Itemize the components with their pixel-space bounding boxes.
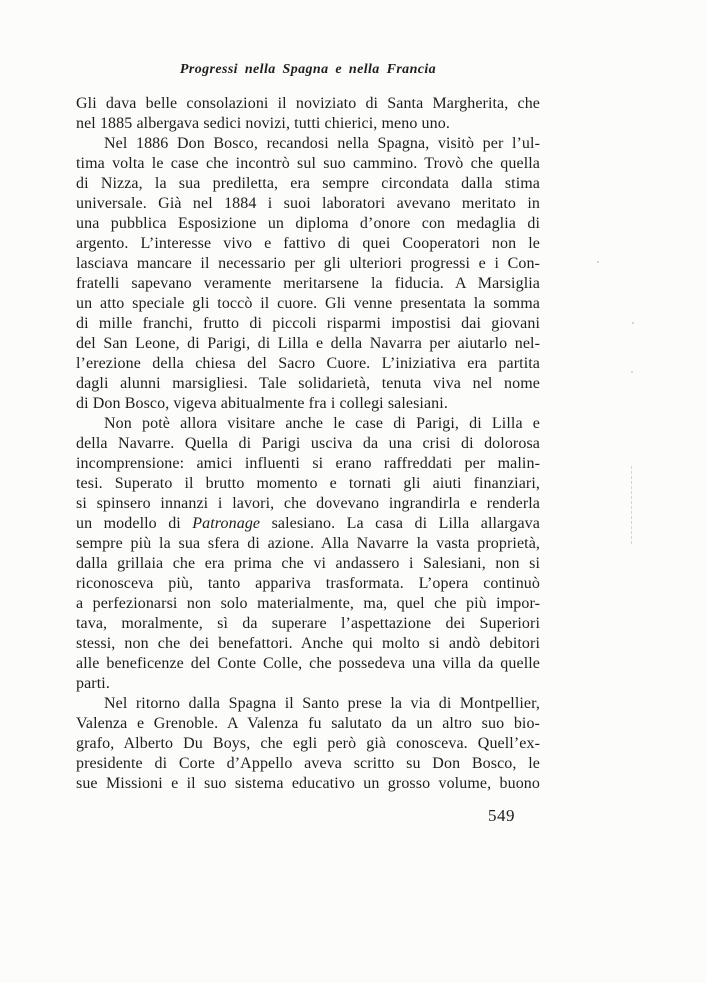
text-line: lasciava mancare il necessario per gli ulteriori progressi e i Con- bbox=[76, 255, 540, 272]
text-line: una pubblica Esposizione un diploma d’onore con medaglia di bbox=[76, 215, 540, 232]
text-line: sue Missioni e il suo sistema educativo un grosso volume, buono bbox=[76, 775, 540, 792]
text-line: del San Leone, di Parigi, di Lilla e della Navarra per aiutarlo nel- bbox=[76, 335, 540, 352]
text-line: Nel 1886 Don Bosco, recandosi nella Spagna, visitò per l’ul- bbox=[104, 135, 540, 152]
scan-artifact bbox=[632, 322, 634, 324]
text-line: a perfezionarsi non solo materialmente, ma, quel che più impor- bbox=[76, 595, 540, 612]
text-line: universale. Già nel 1884 i suoi laboratori avevano meritato in bbox=[76, 195, 540, 212]
paragraph bbox=[76, 94, 540, 134]
text-line: della Navarre. Quella di Parigi usciva da una crisi di dolorosa bbox=[76, 435, 540, 452]
paragraph bbox=[76, 414, 540, 694]
text-line: incomprensione: amici influenti si erano raffreddati per malin- bbox=[76, 455, 540, 472]
text-line: Gli dava belle consolazioni il noviziato di Santa Margherita, che bbox=[76, 95, 540, 112]
text-line: Nel ritorno dalla Spagna il Santo prese la via di Montpellier, bbox=[104, 695, 540, 712]
text-line: dalla grillaia che era prima che vi andassero i Salesiani, non si bbox=[76, 555, 540, 572]
text-line: l’erezione della chiesa del Sacro Cuore. L’iniziativa era partita bbox=[76, 355, 540, 372]
page-body-text bbox=[76, 94, 540, 794]
text-line: sempre più la sua sfera di azione. Alla Navarre la vasta proprietà, bbox=[76, 535, 540, 552]
text-line: presidente di Corte d’Appello aveva scritto su Don Bosco, le bbox=[76, 755, 540, 772]
text-line: nel 1885 albergava sedici novizi, tutti chierici, meno uno. bbox=[76, 115, 450, 132]
text-line: un modello di Patronage salesiano. La casa di Lilla allargava bbox=[76, 515, 540, 532]
paragraph bbox=[76, 694, 540, 794]
scan-artifact bbox=[631, 466, 632, 544]
text-line: Valenza e Grenoble. A Valenza fu salutato da un altro suo bio- bbox=[76, 715, 540, 732]
text-line: si spinsero innanzi i lavori, che dovevano ingrandirla e renderla bbox=[76, 495, 540, 512]
text-line: Non potè allora visitare anche le case di Parigi, di Lilla e bbox=[104, 415, 540, 432]
text-line: tima volta le case che incontrò sul suo cammino. Trovò che quella bbox=[76, 155, 540, 172]
scan-artifact bbox=[597, 261, 599, 263]
running-header: Progressi nella Spagna e nella Francia bbox=[179, 62, 437, 77]
text-line: stessi, non che dei benefattori. Anche qui molto si andò debitori bbox=[76, 635, 540, 652]
text-line: tesi. Superato il brutto momento e tornati gli aiuti finanziari, bbox=[76, 475, 540, 492]
text-line: alle beneficenze del Conte Colle, che possedeva una villa da quelle bbox=[76, 655, 540, 672]
text-line: dagli alunni marsigliesi. Tale solidarietà, tenuta viva nel nome bbox=[76, 375, 540, 392]
text-line: fratelli sapevano veramente meritarsene la fiducia. A Marsiglia bbox=[76, 275, 540, 292]
text-line: parti. bbox=[76, 675, 110, 692]
page-number: 549 bbox=[488, 806, 515, 825]
text-line: argento. L’interesse vivo e fattivo di quei Cooperatori non le bbox=[76, 235, 540, 252]
text-line: grafo, Alberto Du Boys, che egli però già conosceva. Quell’ex- bbox=[76, 735, 540, 752]
text-line: un atto speciale gli toccò il cuore. Gli venne presentata la somma bbox=[76, 295, 540, 312]
text-line: di Nizza, la sua prediletta, era sempre circondata dalla stima bbox=[76, 175, 540, 192]
text-line: di Don Bosco, vigeva abitualmente fra i collegi salesiani. bbox=[76, 395, 448, 412]
text-line: di mille franchi, frutto di piccoli risparmi impostisi dai giovani bbox=[76, 315, 540, 332]
paragraph bbox=[76, 134, 540, 414]
text-line: riconosceva più, tanto appariva trasformata. L’opera continuò bbox=[76, 575, 540, 592]
scan-artifact bbox=[631, 371, 633, 373]
text-line: tava, moralmente, sì da superare l’aspettazione dei Superiori bbox=[76, 615, 540, 632]
